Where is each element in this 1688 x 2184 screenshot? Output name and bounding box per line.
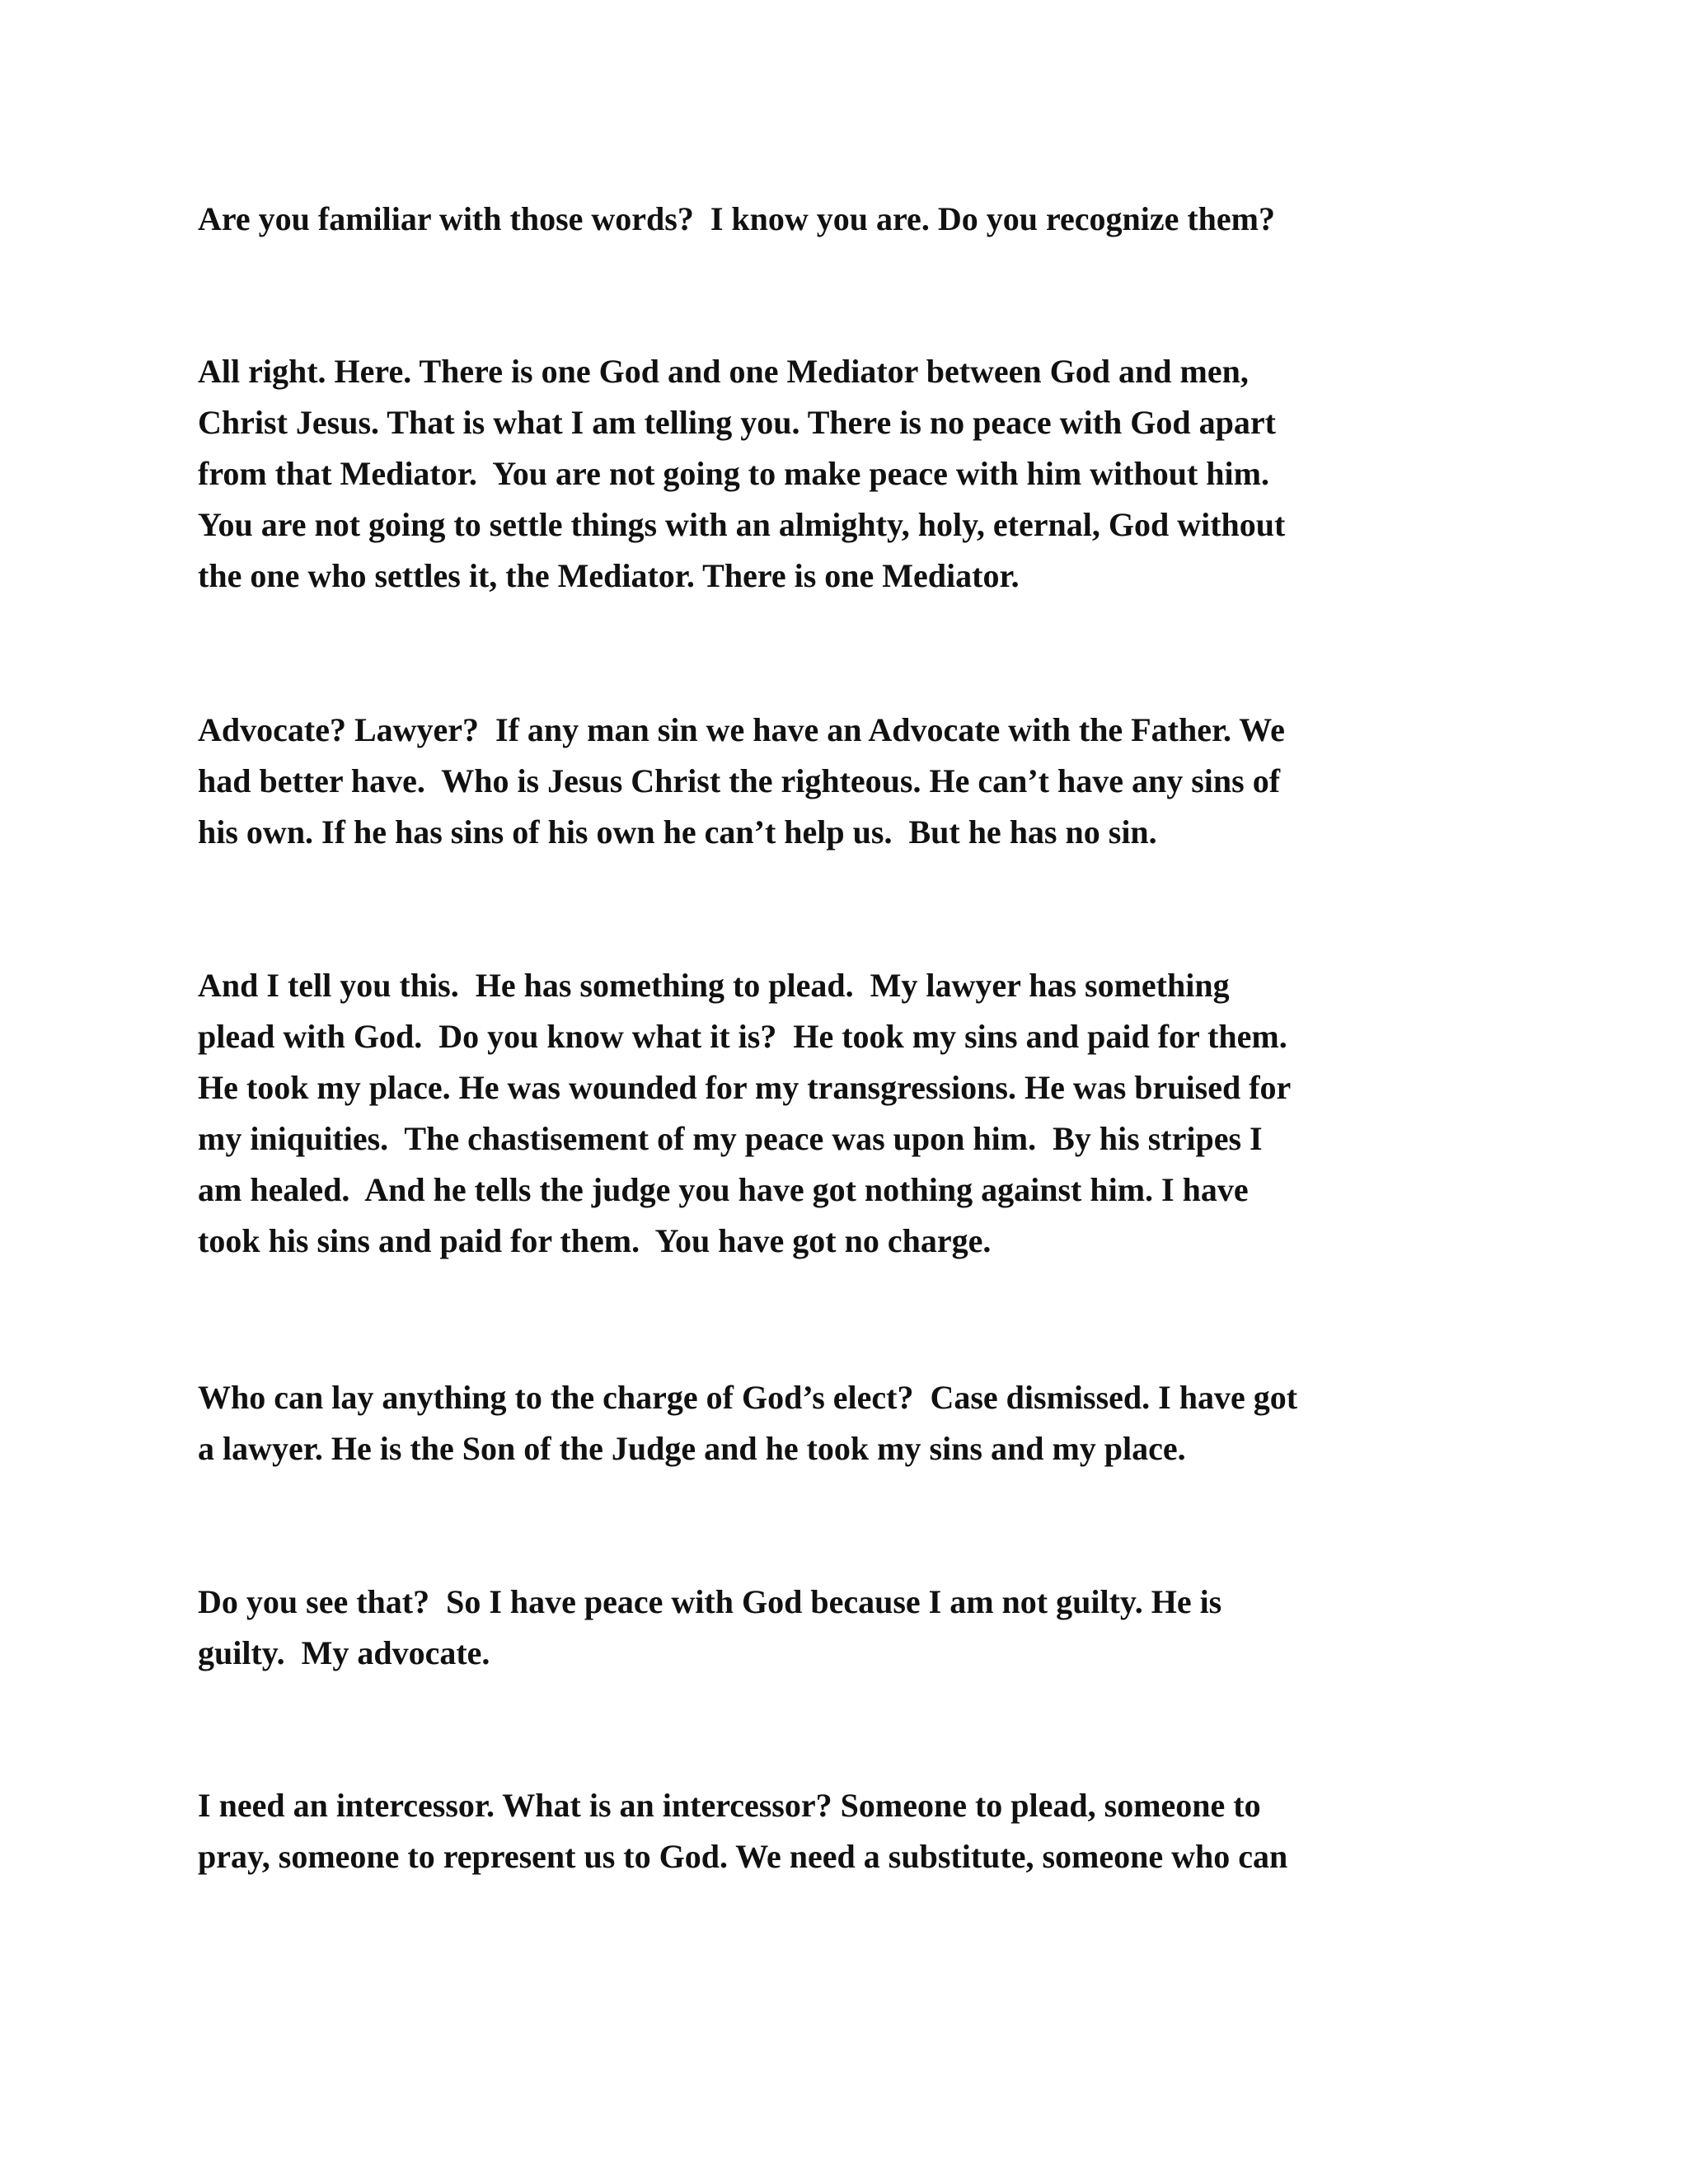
paragraph-4: And I tell you this. He has something to plead. My lawyer has something plead with God. Do you know what it is? He took my sins and paid for them. He took my place. He was wounded for my transgressions. He was bruised for my iniquities. The chastisement of my peace was upon him. By his stripes I am healed. And he tells the judge you have got nothing against him. I have took his sins and paid for them. You have got no charge. — [198, 967, 1292, 1259]
paragraph-6: Do you see that? So I have peace with God because I am not guilty. He is guilty. My advocate. — [198, 1583, 1222, 1671]
paragraph-7: I need an intercessor. What is an intercessor? Someone to plead, someone to pray, someone to represent us to God. We need a substitute, someone who can — [198, 1787, 1288, 1875]
paragraph-5: Who can lay anything to the charge of God’s elect? Case dismissed. I have got a lawyer. He is the Son of the Judge and he took my sins and my place. — [198, 1379, 1298, 1467]
paragraph-2: All right. Here. There is one God and one Mediator between God and men, Christ Jesus. That is what I am telling you. There is no peace with God apart from that Mediator. You are not going to make peace with him without him. You are not going to settle things with an almighty, holy, eternal, God without the one who settles it, the Mediator. There is one Mediator. — [198, 353, 1286, 594]
paragraph-3: Advocate? Lawyer? If any man sin we have an Advocate with the Father. We had better have. Who is Jesus Christ the righteous. He can’t have any sins of his own. If he has sins of his own he can’t help us. But he has no sin. — [198, 711, 1285, 851]
paragraph-1: Are you familiar with those words? I know you are. Do you recognize them? — [198, 200, 1275, 237]
